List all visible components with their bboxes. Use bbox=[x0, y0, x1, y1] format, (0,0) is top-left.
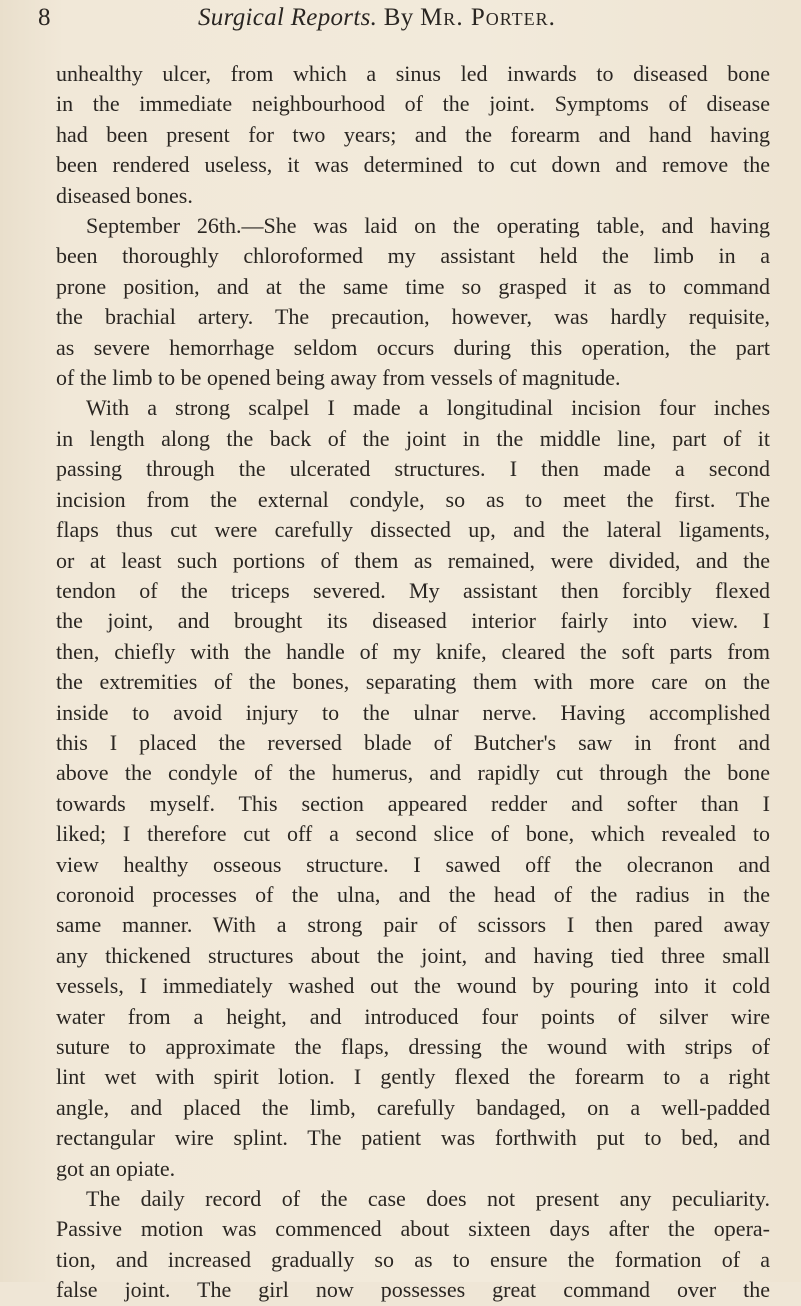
text-line: water from a height, and introduced four points of silver wire bbox=[56, 1003, 770, 1029]
text-line: any thickened structures about the joint, and having tied three small bbox=[56, 942, 770, 968]
text-line: the joint, and brought its diseased interior fairly into view. I bbox=[56, 608, 770, 634]
text-line: The daily record of the case does not present any peculiarity. bbox=[86, 1186, 770, 1212]
text-line: unhealthy ulcer, from which a sinus led inwards to diseased bone bbox=[56, 61, 770, 86]
text-line: flaps thus cut were carefully dissected up, and the lateral ligaments, bbox=[56, 517, 770, 543]
running-head bbox=[38, 2, 778, 42]
text-line: view healthy osseous structure. I sawed off the olecranon and bbox=[56, 851, 770, 877]
text-line: got an opiate. bbox=[56, 1155, 176, 1181]
text-line: vessels, I immediately washed out the wound by pouring into it cold bbox=[56, 973, 770, 999]
text-line: in length along the back of the joint in the middle line, part of it bbox=[56, 425, 770, 451]
text-line: above the condyle of the humerus, and rapidly cut through the bone bbox=[56, 760, 770, 786]
text-line: then, chiefly with the handle of my knife, cleared the soft parts from bbox=[56, 638, 770, 664]
running-title-italic: Surgical Reports. bbox=[198, 4, 378, 31]
text-line: coronoid processes of the ulna, and the head of the radius in the bbox=[56, 881, 770, 907]
text-line: had been present for two years; and the forearm and hand having bbox=[56, 121, 770, 147]
running-title-author: Mr. Porter. bbox=[420, 4, 556, 31]
text-line: angle, and placed the limb, carefully bandaged, on a well-padded bbox=[56, 1094, 770, 1120]
text-line: towards myself. This section appeared redder and softer than I bbox=[56, 790, 770, 816]
body-text bbox=[56, 59, 770, 1306]
page-number: 8 bbox=[38, 4, 51, 31]
text-line: rectangular wire splint. The patient was forthwith put to bed, and bbox=[56, 1125, 770, 1151]
text-line: the brachial artery. The precaution, however, was hardly requisite, bbox=[56, 304, 770, 330]
text-line: in the immediate neighbourhood of the joint. Symptoms of disease bbox=[56, 91, 770, 117]
text-line: Passive motion was commenced about sixteen days after the opera- bbox=[56, 1216, 770, 1242]
text-line: liked; I therefore cut off a second slice of bone, which revealed to bbox=[56, 821, 770, 847]
text-line: the extremities of the bones, separating them with more care on the bbox=[56, 669, 770, 695]
paragraph-3 bbox=[56, 393, 770, 1184]
text-line: or at least such portions of them as remained, were divided, and the bbox=[56, 547, 770, 573]
text-line: passing through the ulcerated structures. I then made a second bbox=[56, 456, 770, 482]
text-line: inside to avoid injury to the ulnar nerve. Having accomplished bbox=[56, 699, 770, 725]
running-title bbox=[198, 4, 556, 32]
paragraph-1 bbox=[56, 59, 770, 211]
paragraph-2 bbox=[56, 211, 770, 393]
running-title-by: By bbox=[383, 4, 414, 31]
paragraph-4 bbox=[56, 1184, 770, 1306]
text-line: tendon of the triceps severed. My assistant then forcibly flexed bbox=[56, 577, 770, 603]
text-line: lint wet with spirit lotion. I gently flexed the forearm to a right bbox=[56, 1064, 770, 1090]
text-line: been rendered useless, it was determined to cut down and remove the bbox=[56, 152, 770, 178]
text-line: prone position, and at the same time so grasped it as to command bbox=[56, 273, 770, 299]
text-line: diseased bones. bbox=[56, 182, 193, 208]
text-line: incision from the external condyle, so as to meet the first. The bbox=[56, 486, 770, 512]
text-line: as severe hemorrhage seldom occurs during this operation, the part bbox=[56, 334, 770, 360]
text-line: false joint. The girl now possesses great command over the bbox=[56, 1277, 770, 1303]
text-line: this I placed the reversed blade of Butcher's saw in front and bbox=[56, 729, 770, 755]
text-line: of the limb to be opened being away from vessels of magnitude. bbox=[56, 365, 621, 391]
text-line: tion, and increased gradually so as to ensure the formation of a bbox=[56, 1246, 770, 1272]
text-line: With a strong scalpel I made a longitudinal incision four inches bbox=[86, 395, 770, 421]
text-line: been thoroughly chloroformed my assistant held the limb in a bbox=[56, 243, 770, 269]
text-line: suture to approximate the flaps, dressing the wound with strips of bbox=[56, 1034, 770, 1059]
text-line: September 26th.—She was laid on the operating table, and having bbox=[86, 213, 770, 239]
text-line: same manner. With a strong pair of scissors I then pared away bbox=[56, 912, 770, 938]
